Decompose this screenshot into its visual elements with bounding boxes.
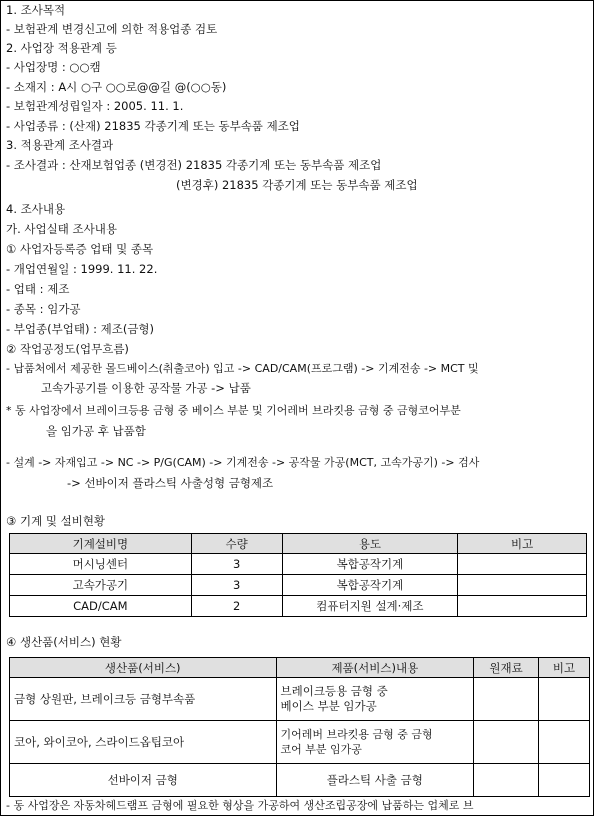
column-header: 원재료	[474, 658, 539, 678]
text-line: (변경후) 21835 각종기계 또는 동부속품 제조업	[176, 178, 418, 192]
section-4-heading: 4. 조사내용	[6, 202, 66, 216]
table-cell	[458, 554, 587, 575]
table-cell: 플라스틱 사출 금형	[276, 764, 474, 797]
equipment-table	[9, 533, 587, 617]
table-cell: 기어레버 브라킷용 금형 중 금형 코어 부분 임가공	[276, 721, 474, 764]
table-cell: 복합공작기계	[282, 575, 458, 596]
table-cell: 브레이크등용 금형 중 베이스 부분 임가공	[276, 678, 474, 721]
table-row	[10, 575, 587, 596]
table-cell	[474, 764, 539, 797]
table-row	[10, 764, 590, 797]
table-cell: 3	[191, 575, 282, 596]
text-line: - 동 사업장은 자동차헤드램프 금형에 필요한 형상을 가공하여 생산조립공장에 납품하는 업체로 브	[6, 799, 474, 812]
text-line: - 설계 -> 자재입고 -> NC -> P/G(CAM) -> 기계전송 -> 공작물 가공(MCT, 고속가공기) -> 검사	[6, 456, 480, 469]
table-cell	[539, 678, 590, 721]
text-line: - 종목 : 임가공	[6, 302, 81, 316]
table-cell: 고속가공기	[10, 575, 192, 596]
item-heading: ② 작업공정도(업무흐름)	[6, 342, 129, 356]
table-cell	[458, 596, 587, 617]
table-row	[10, 678, 590, 721]
table-cell: CAD/CAM	[10, 596, 192, 617]
table-cell: 2	[191, 596, 282, 617]
table-cell	[458, 575, 587, 596]
table-cell: 금형 상원판, 브레이크등 금형부속품	[10, 678, 277, 721]
column-header: 제품(서비스)내용	[276, 658, 474, 678]
subsection-heading: 가. 사업실태 조사내용	[6, 222, 117, 236]
text-line: - 사업장명 : ○○캠	[6, 60, 101, 74]
text-line: - 업태 : 제조	[6, 282, 70, 296]
item-heading: ④ 생산품(서비스) 현황	[6, 635, 122, 649]
column-header: 비고	[458, 534, 587, 554]
text-line: 을 임가공 후 납품함	[46, 424, 146, 438]
column-header: 기계설비명	[10, 534, 192, 554]
text-line: - 보험관계 변경신고에 의한 적용업종 검토	[6, 22, 218, 36]
text-line: - 부업종(부업태) : 제조(금형)	[6, 322, 155, 336]
table-row	[10, 596, 587, 617]
table-row	[10, 554, 587, 575]
column-header: 비고	[539, 658, 590, 678]
text-line: * 동 사업장에서 브레이크등용 금형 중 베이스 부분 및 기어레버 브라킷용 금형 중 금형코어부분	[6, 404, 461, 417]
table-row	[10, 721, 590, 764]
table-cell: 머시닝센터	[10, 554, 192, 575]
table-cell	[539, 721, 590, 764]
table-cell: 컴퓨터지원 설계·제조	[282, 596, 458, 617]
table-cell: 복합공작기계	[282, 554, 458, 575]
table-cell	[474, 721, 539, 764]
column-header: 수량	[191, 534, 282, 554]
table-cell	[539, 764, 590, 797]
section-2-heading: 2. 사업장 적용관계 등	[6, 41, 117, 55]
table-cell: 선바이저 금형	[10, 764, 277, 797]
text-line: - 개업연월일 : 1999. 11. 22.	[6, 262, 158, 276]
text-line: -> 선바이저 플라스틱 사출성형 금형제조	[67, 476, 274, 490]
section-3-heading: 3. 적용관계 조사결과	[6, 138, 114, 152]
item-heading: ① 사업자등록증 업태 및 종목	[6, 242, 154, 256]
column-header: 용도	[282, 534, 458, 554]
item-heading: ③ 기계 및 설비현황	[6, 514, 106, 528]
text-line: - 납품처에서 제공한 몰드베이스(취출코아) 입고 -> CAD/CAM(프로그램) -> 기계전송 -> MCT 및	[6, 362, 479, 375]
section-1-heading: 1. 조사목적	[6, 3, 66, 17]
table-cell: 3	[191, 554, 282, 575]
text-line: 고속가공기를 이용한 공작물 가공 -> 납품	[41, 381, 251, 395]
column-header: 생산품(서비스)	[10, 658, 277, 678]
table-cell: 코아, 와이코아, 스라이드옵팁코아	[10, 721, 277, 764]
text-line: - 보험관계성립일자 : 2005. 11. 1.	[6, 99, 184, 113]
text-line: - 조사결과 : 산재보험업종 (변경전) 21835 각종기계 또는 동부속품 제조업	[6, 158, 382, 172]
text-line: - 소재지 : A시 ○구 ○○로@@길 @(○○동)	[6, 80, 227, 94]
products-table	[9, 657, 590, 797]
text-line: - 사업종류 : (산재) 21835 각종기계 또는 동부속품 제조업	[6, 119, 300, 133]
table-cell	[474, 678, 539, 721]
